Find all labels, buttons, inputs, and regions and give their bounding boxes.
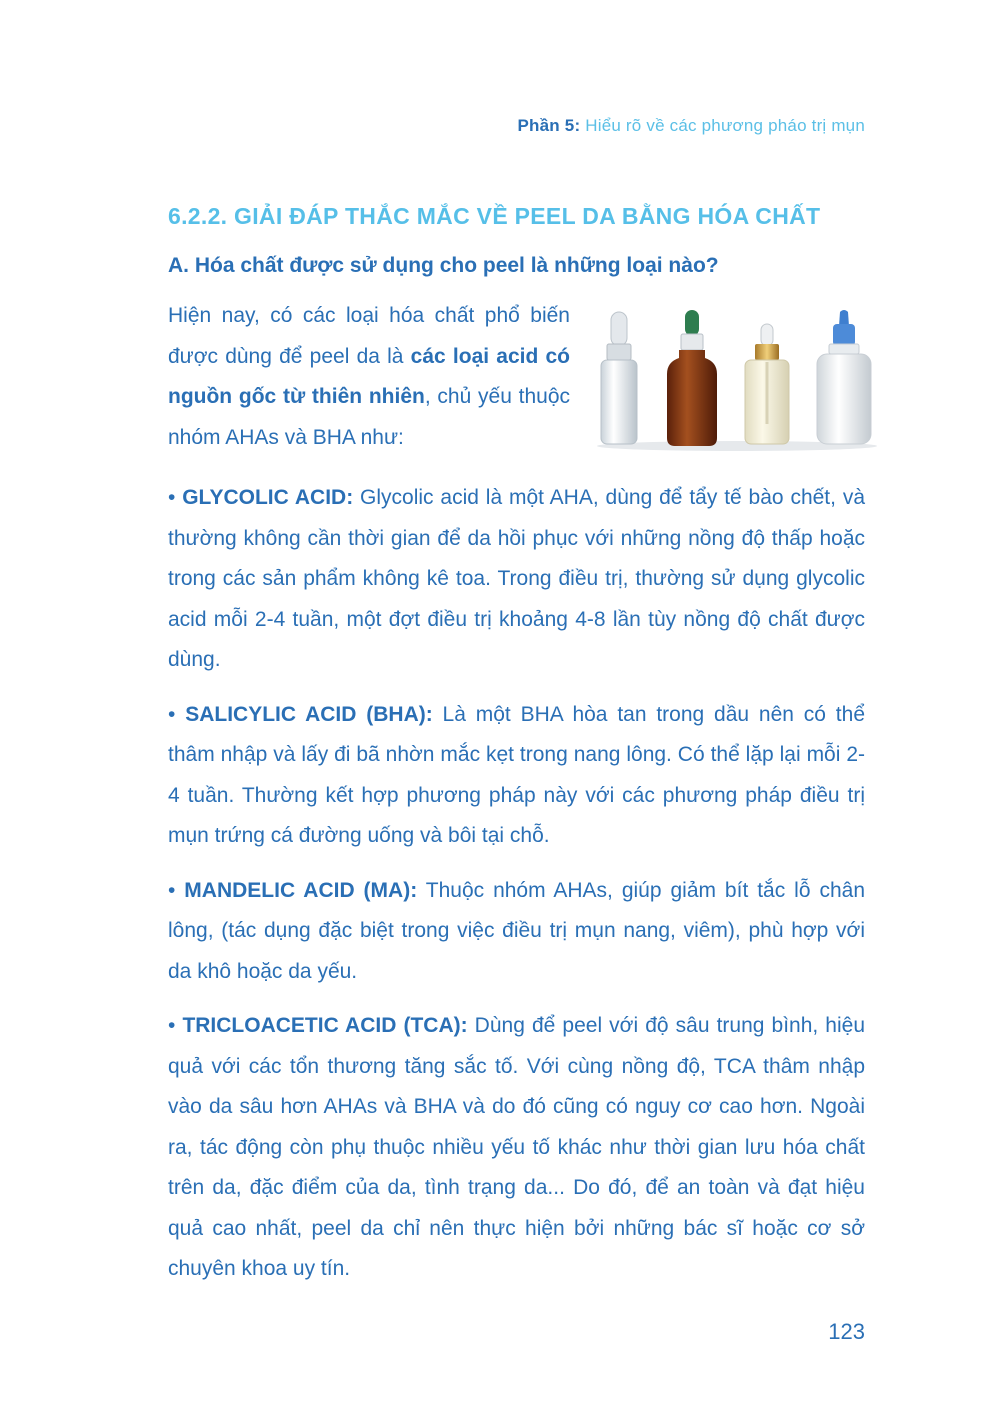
header-part-label: Phần 5: <box>517 116 581 135</box>
acid-list <box>168 478 865 1304</box>
question-heading: A. Hóa chất được sử dụng cho peel là những loại nào? <box>168 254 719 277</box>
list-item-tricloacetic: • TRICLOACETIC ACID (TCA): Dùng để peel với độ sâu trung bình, hiệu quả với các tổn thương tăng sắc tố. Với cùng nồng độ, TCA thâm nhập vào da sâu hơn AHAs và BHA và do đó cũng có nguy cơ cao hơn. Ngoài ra, tác động còn phụ thuộc nhiều yếu tố khác như thời gian lưu hóa chất trên da, đặc điểm của da, tình trạng da... Do đó, để an toàn và đạt hiệu quả cao nhất, peel da chỉ nên thực hiện bởi những bác sĩ hoặc cơ sở chuyên khoa uy tín. <box>168 1014 866 1280</box>
intro-text-before: Hiện nay, có các loại hóa chất phổ biến được dùng để peel da là <box>168 304 570 368</box>
intro-text-bold: các loại acid có nguồn gốc từ thiên nhiên <box>168 344 570 408</box>
list-item-term: SALICYLIC ACID (BHA): <box>185 702 433 726</box>
list-item-term: GLYCOLIC ACID: <box>182 486 354 509</box>
running-header <box>518 116 866 136</box>
white-nozzle-bottle-icon <box>817 310 871 444</box>
list-item-glycolic: • GLYCOLIC ACID: Glycolic acid là một AHA, dùng để tẩy tế bào chết, và thường không cần thời gian để da hồi phục với những nồng độ thấp hoặc trong các sản phẩm không kê toa. Trong điều trị, thường sử dụng glycolic acid mỗi 2-4 tuần, một đợt điều trị khoảng 4-8 lần tùy nồng độ chất được dùng. <box>168 486 866 671</box>
intro-paragraph <box>168 296 570 458</box>
list-item-text: Glycolic acid là một AHA, dùng để tẩy tế bào chết, và thường không cần thời gian để da hồi phục với những nồng độ thấp hoặc trong các sản phẩm không kê toa. Trong điều trị, thường sử dụng glycolic acid mỗi 2-4 tuần, một đợt điều trị khoảng 4-8 lần tùy nồng độ chất được dùng. <box>168 486 866 671</box>
list-item-text: Thuộc nhóm AHAs, giúp giảm bít tắc lỗ chân lông, (tác dụng đặc biệt trong việc điều trị mụn nang, viêm), phù hợp với da khô hoặc da yếu. <box>168 878 865 983</box>
section-title: 6.2.2. GIẢI ĐÁP THẮC MẮC VỀ PEEL DA BẰNG HÓA CHẤT <box>168 203 821 229</box>
list-item-mandelic: • MANDELIC ACID (MA): Thuộc nhóm AHAs, giúp giảm bít tắc lỗ chân lông, (tác dụng đặc biệt trong việc điều trị mụn nang, viêm), phù hợp với da khô hoặc da yếu. <box>168 878 865 983</box>
list-item-text: Dùng để peel với độ sâu trung bình, hiệu quả với các tổn thương tăng sắc tố. Với cùng nồng độ, TCA thâm nhập vào da sâu hơn AHAs và BHA và do đó cũng có nguy cơ cao hơn. Ngoài ra, tác động còn phụ thuộc nhiều yếu tố khác như thời gian lưu hóa chất trên da, đặc điểm của da, tình trạng da... Do đó, để an toàn và đạt hiệu quả cao nhất, peel da chỉ nên thực hiện bởi những bác sĩ hoặc cơ sở chuyên khoa uy tín. <box>168 1014 866 1280</box>
intro-text-after: , chủ yếu thuộc nhóm AHAs và BHA như: <box>168 385 570 449</box>
list-item-term: MANDELIC ACID (MA): <box>184 878 418 902</box>
header-part-title: Hiểu rõ về các phương pháo trị mụn <box>585 116 865 135</box>
clear-dropper-bottle-icon <box>601 312 637 444</box>
list-item-text: Là một BHA hòa tan trong dầu nên có thể thâm nhập và lấy đi bã nhờn mắc kẹt trong nang lông. Có thể lặp lại mỗi 2-4 tuần. Thường kết hợp phương pháp này với các phương pháp điều trị mụn trứng cá đường uống và bôi tại chỗ. <box>168 702 865 847</box>
cream-dropper-bottle-icon <box>745 324 789 444</box>
serum-bottles-illustration <box>595 306 880 456</box>
amber-dropper-bottle-icon <box>667 310 717 446</box>
list-item-term: TRICLOACETIC ACID (TCA): <box>182 1014 468 1037</box>
page-number: 123 <box>828 1319 865 1344</box>
list-item-salicylic: • SALICYLIC ACID (BHA): Là một BHA hòa tan trong dầu nên có thể thâm nhập và lấy đi bã nhờn mắc kẹt trong nang lông. Có thể lặp lại mỗi 2-4 tuần. Thường kết hợp phương pháp này với các phương pháp điều trị mụn trứng cá đường uống và bôi tại chỗ. <box>168 702 865 847</box>
